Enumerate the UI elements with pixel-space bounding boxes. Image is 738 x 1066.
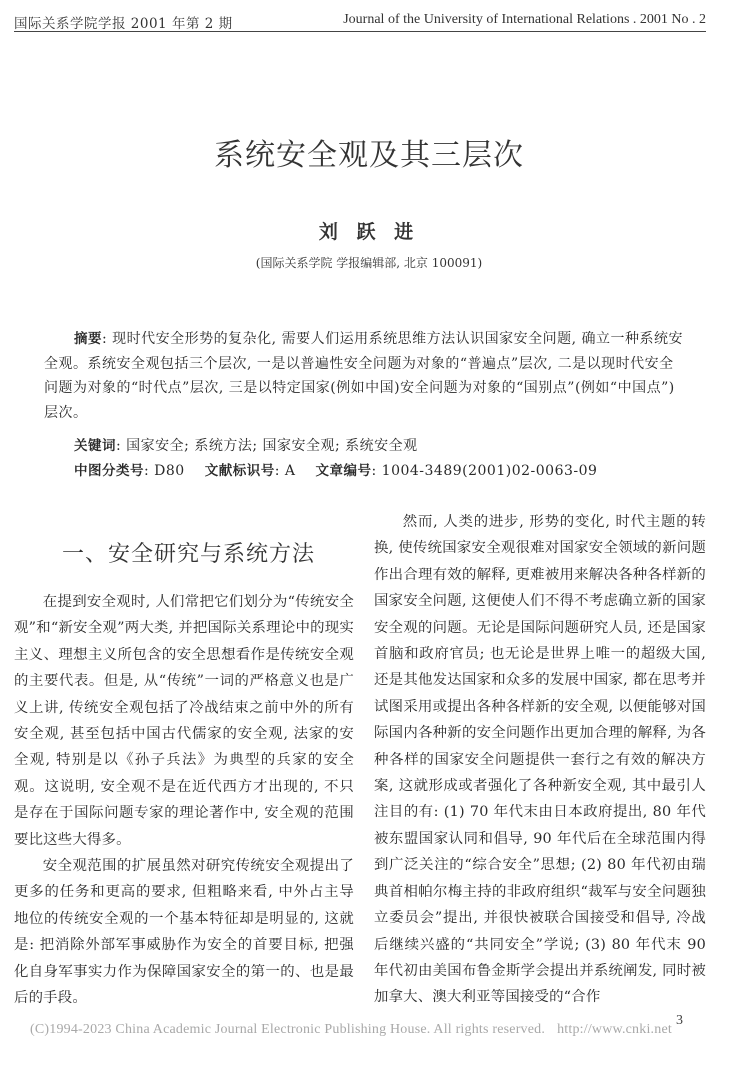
doc-code-label: 文献标识号 bbox=[204, 463, 275, 479]
page-number: 3 bbox=[676, 1013, 683, 1028]
copyright-footer bbox=[30, 1022, 672, 1038]
keywords bbox=[74, 434, 418, 455]
clc-label: 中图分类号 bbox=[74, 463, 144, 479]
article-number-value: : 1004-3489(2001)02-0063-09 bbox=[371, 463, 598, 479]
classification-line bbox=[74, 459, 597, 479]
copyright-text: (C)1994-2023 China Academic Journal Electronic Publishing House. All rights reserved. bbox=[30, 1022, 546, 1037]
keywords-text: : 国家安全; 系统方法; 国家安全观; 系统安全观 bbox=[116, 438, 418, 454]
doc-code-value: : A bbox=[274, 463, 296, 479]
right-column bbox=[374, 509, 706, 1011]
clc-value: : D80 bbox=[144, 463, 185, 479]
abstract bbox=[44, 327, 684, 425]
abstract-label: 摘要 bbox=[74, 331, 102, 347]
author-name: 刘 跃 进 bbox=[318, 221, 420, 243]
author-affiliation: (国际关系学院 学报编辑部, 北京 100091) bbox=[255, 256, 483, 270]
keywords-label: 关键词 bbox=[74, 438, 116, 454]
left-column bbox=[14, 589, 354, 1012]
body-paragraph: 然而, 人类的进步, 形势的变化, 时代主题的转换, 使传统国家安全观很难对国家安全领域的新问题作出合理有效的解释, 更难被用来解决各种各样新的国家安全问题, 这便使人们不得不考虑确立新的国家安全观的问题。无论是国际问题研究人员, 还是国家首脑和政府官员; 也无论是世界上唯一的超级大国, 还是其他发达国家和众多的发展中国家, 都在思考并试图采用或提出各种各样新的安全观, 以便能够对国际国内各种新的安全问题作出更加合理的解释, 为各种各样的国家安全问题提供一套行之有效的解决方案, 这就形成或者强化了各种新安全观, 其中最引人注目的有: (1) 70 年代末由日本政府提出, 80 年代被东盟国家认同和倡导, 90 年代后在全球范围内得到广泛关注的“综合安全”思想; (2) 80 年代初由瑞典首相帕尔梅主持的非政府组织“裁军与安全问题独立委员会”提出, 并很快被联合国接受和倡导, 冷战后继续兴盛的“共同安全”学说; (3) 80 年代末 90 年代初由美国布鲁金斯学会提出并系统阐发, 同时被加拿大、澳大利亚等国接受的“合作 bbox=[374, 514, 706, 1006]
running-header-left: 国际关系学院学报 2001 年第 2 期 bbox=[14, 16, 233, 32]
article-title: 系统安全观及其三层次 bbox=[214, 138, 524, 173]
abstract-text: : 现时代安全形势的复杂化, 需要人们运用系统思维方法认识国家安全问题, 确立一种系统安全观。系统安全观包括三个层次, 一是以普遍性安全问题为对象的“普遍点”层次, 二是以现时代安全问题为对象的“时代点”层次, 三是以特定国家(例如中国)安全问题为对象的“国别点”(例如“中国点”)层次。 bbox=[44, 331, 683, 421]
article-number-label: 文章编号 bbox=[315, 463, 372, 479]
running-header-right: Journal of the University of International Relations . 2001 No . 2 bbox=[343, 12, 706, 27]
header-rule bbox=[14, 31, 706, 32]
body-paragraph: 在提到安全观时, 人们常把它们划分为“传统安全观”和“新安全观”两大类, 并把国际关系理论中的现实主义、理想主义所包含的安全思想看作是传统安全观的主要代表。但是, 从“传统”一词的严格意义也是广义上讲, 传统安全观包括了冷战结束之前中外的所有安全观, 甚至包括中国古代儒家的安全观, 法家的安全观, 特别是以《孙子兵法》为典型的兵家的安全观。这说明, 安全观不是在近代西方才出现的, 不只是存在于国际问题专家的理论著作中, 安全观的范围要比这些大得多。 bbox=[14, 594, 354, 848]
section-heading: 一、安全研究与系统方法 bbox=[62, 542, 316, 567]
body-paragraph: 安全观范围的扩展虽然对研究传统安全观提出了更多的任务和更高的要求, 但粗略来看, 中外占主导地位的传统安全观的一个基本特征却是明显的, 这就是: 把消除外部军事威胁作为安全的首要目标, 把强化自身军事实力作为保障国家安全的第一的、也是最后的手段。 bbox=[14, 858, 354, 1007]
footer-url[interactable]: http://www.cnki.net bbox=[557, 1022, 672, 1037]
